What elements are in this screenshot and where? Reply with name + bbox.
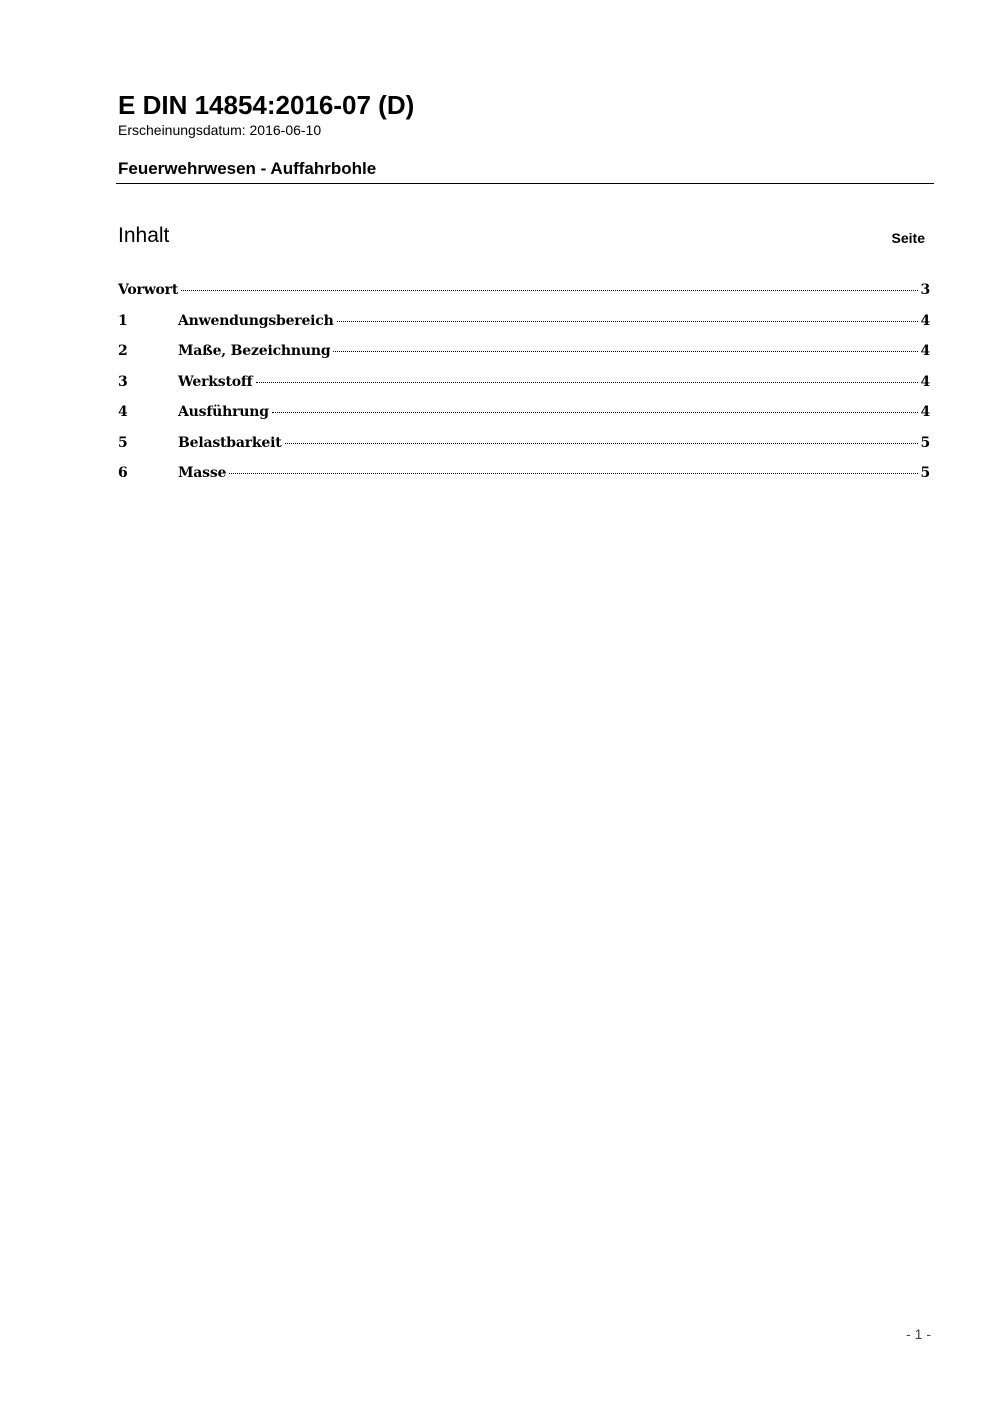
toc-entry-masse-bezeichnung[interactable] (118, 341, 930, 372)
title-divider (116, 183, 934, 184)
document-title: E DIN 14854:2016-07 (D) (118, 90, 415, 120)
toc-entry-page: 5 (920, 465, 930, 481)
toc-entry-page: 4 (920, 373, 930, 390)
toc-entry-vorwort[interactable] (118, 280, 930, 311)
toc-entry-title: Belastbarkeit (178, 434, 282, 451)
toc-entry-number: 5 (118, 434, 128, 451)
toc-entry-page: 5 (920, 434, 930, 451)
release-date: Erscheinungsdatum: 2016-06-10 (118, 122, 322, 138)
toc-page-column-label: Seite (891, 230, 925, 246)
toc-leader-dots (181, 290, 918, 291)
toc-entry-page: 4 (920, 404, 930, 420)
toc-entry-title: Masse (178, 465, 227, 481)
document-subject: Feuerwehrwesen - Auffahrbohle (118, 159, 377, 178)
toc-entry-title: Werkstoff (178, 373, 253, 390)
toc-entry-title: Anwendungsbereich (178, 312, 334, 329)
toc-entry-ausfuehrung[interactable] (118, 402, 930, 433)
toc-leader-dots (229, 473, 918, 474)
toc-entry-title: Ausführung (178, 404, 269, 420)
toc-entry-belastbarkeit[interactable] (118, 433, 930, 464)
table-of-contents (118, 280, 930, 494)
toc-entry-masse[interactable] (118, 463, 930, 494)
toc-entry-number: 4 (118, 404, 128, 420)
toc-entry-page: 3 (920, 282, 930, 298)
toc-entry-number: 3 (118, 373, 128, 390)
toc-leader-dots (256, 382, 919, 383)
toc-entry-anwendungsbereich[interactable] (118, 311, 930, 342)
toc-entry-number: 1 (118, 312, 128, 329)
page-number: - 1 - (906, 1326, 931, 1342)
toc-entry-title: Vorwort (118, 282, 179, 298)
toc-leader-dots (285, 443, 919, 444)
toc-entry-title: Maße, Bezeichnung (178, 343, 331, 359)
toc-leader-dots (337, 321, 919, 322)
toc-leader-dots (333, 351, 918, 352)
toc-entry-page: 4 (920, 343, 930, 359)
toc-leader-dots (272, 412, 919, 413)
toc-entry-number: 2 (118, 343, 128, 359)
toc-heading: Inhalt (118, 224, 170, 247)
toc-entry-werkstoff[interactable] (118, 372, 930, 403)
toc-entry-number: 6 (118, 465, 128, 481)
toc-entry-page: 4 (920, 312, 930, 329)
